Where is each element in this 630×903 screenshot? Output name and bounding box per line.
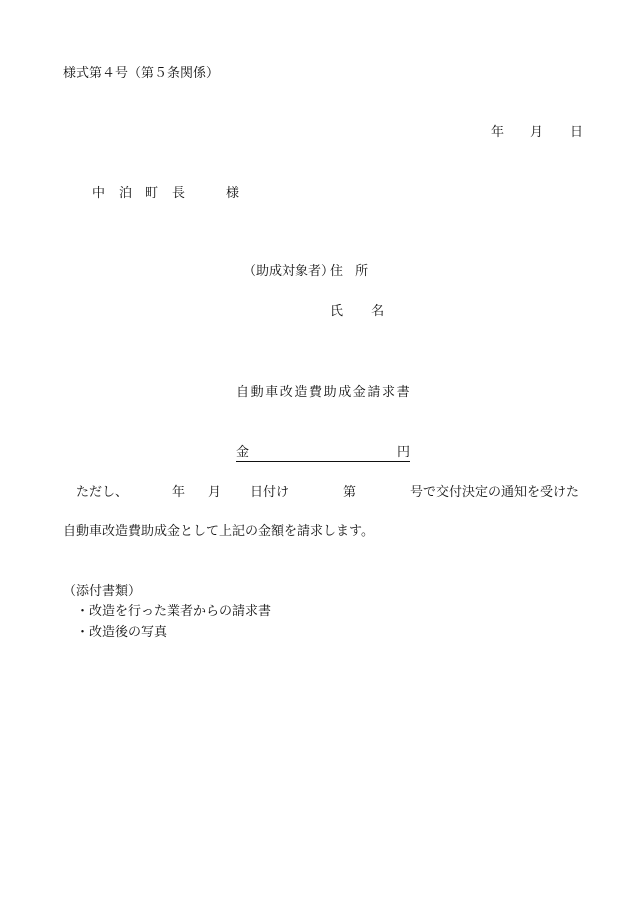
- body-line-2: 自動車改造費助成金として上記の金額を請求します。: [63, 524, 374, 539]
- amount-unit: 円: [396, 445, 410, 460]
- addressee-honorific: 様: [226, 186, 240, 201]
- date-month-label: 月: [530, 125, 544, 140]
- addressee-char: 中: [92, 186, 106, 201]
- body-suffix: 号で交付決定の通知を受けた: [410, 485, 580, 500]
- applicant-role-label: （助成対象者）: [243, 264, 335, 279]
- addressee-char: 長: [172, 186, 186, 201]
- body-prefix: ただし、: [76, 485, 129, 500]
- amount-field: [236, 445, 410, 462]
- applicant-address-label: 住 所: [330, 264, 373, 279]
- attachment-item: ・改造を行った業者からの請求書: [76, 604, 272, 619]
- addressee-char: 町: [145, 186, 159, 201]
- addressee: [92, 186, 252, 202]
- attachment-item: ・改造後の写真: [76, 625, 168, 640]
- addressee-char: 泊: [119, 186, 133, 201]
- amount-label: 金: [236, 445, 250, 460]
- date-year-label: 年: [491, 125, 505, 140]
- date-day-label: 日: [570, 125, 584, 140]
- body-line-1: [76, 485, 596, 501]
- body-number-prefix: 第: [343, 485, 357, 500]
- body-year-label: 年: [172, 485, 186, 500]
- applicant-name-label: 氏 名: [330, 304, 397, 319]
- form-number: 様式第４号（第５条関係）: [63, 66, 220, 81]
- document-title: 自動車改造費助成金請求書: [236, 385, 412, 400]
- body-month-label: 月: [208, 485, 222, 500]
- attachments-heading: （添付書類）: [63, 584, 142, 599]
- body-dated-label: 日付け: [250, 485, 290, 500]
- date-field: [491, 125, 583, 141]
